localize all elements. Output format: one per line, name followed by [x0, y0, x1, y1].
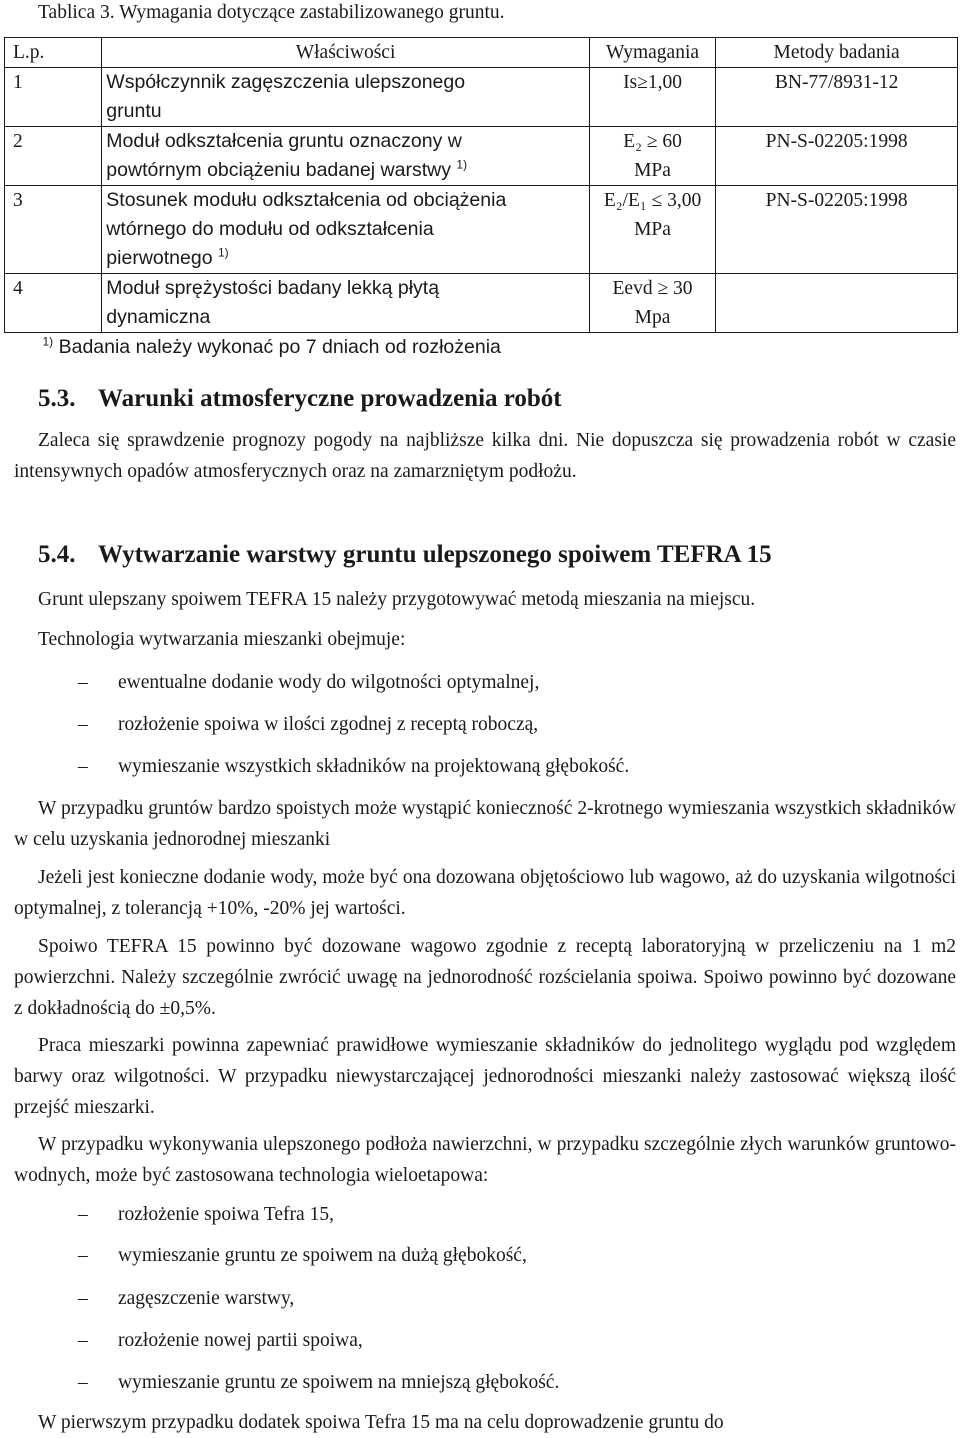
section-number: 5.3.	[38, 385, 76, 412]
dash-bullet: –	[78, 1372, 88, 1393]
list-item-text: wymieszanie gruntu ze spoiwem na dużą głębokość,	[118, 1245, 527, 1266]
table-row	[5, 127, 958, 186]
paragraph: W przypadku wykonywania ulepszonego podłoża nawierzchni, w przypadku szczególnie złych warunków gruntowo-wodnych, może być zastosowana technologia wieloetapowa:	[14, 1134, 956, 1186]
paragraph: Spoiwo TEFRA 15 powinno być dozowane wagowo zgodnie z receptą laboratoryjną w przeliczeniu na 1 m2 powierzchni. Należy szczególnie zwrócić uwagę na jednorodność rozścielania spoiwa. Spoiwo powinno być dozowane z dokładnością do ±0,5%.	[14, 936, 956, 1019]
paragraph: Zaleca się sprawdzenie prognozy pogody na najbliższe kilka dni. Nie dopuszcza się prowadzenia robót w czasie intensywnych opadów atmosferycznych oraz na zamarzniętym podłożu.	[14, 430, 956, 482]
row-number: 4	[5, 274, 102, 333]
list-item-text: ewentualne dodanie wody do wilgotności optymalnej,	[118, 672, 540, 693]
dash-bullet: –	[78, 1288, 88, 1309]
row-number: 3	[5, 186, 102, 274]
requirement-value: Eevd ≥ 30	[612, 278, 693, 299]
row-number: 2	[5, 127, 102, 186]
header-properties: Właściwości	[102, 38, 590, 68]
property-line: gruntu	[106, 100, 162, 122]
list-item	[78, 668, 539, 698]
list-item	[78, 1368, 559, 1398]
dash-bullet: –	[78, 714, 88, 735]
row-method: PN-S-02205:1998	[716, 127, 958, 186]
section-number: 5.4.	[38, 541, 76, 568]
row-number: 1	[5, 68, 102, 127]
property-line	[106, 156, 585, 185]
list-item-text: wymieszanie wszystkich składników na projektowaną głębokość.	[118, 756, 630, 777]
paragraph: W pierwszym przypadku dodatek spoiwa Tefra 15 ma na celu doprowadzenie gruntu do	[38, 1412, 724, 1433]
paragraph: W przypadku gruntów bardzo spoistych może wystąpić konieczność 2-krotnego wymieszania wszystkich składników w celu uzyskania jednorodnej mieszanki	[14, 798, 956, 850]
requirement-value: E₂ ≥ 60	[623, 131, 682, 152]
property-line: Stosunek modułu odkształcenia od obciążenia	[106, 189, 507, 211]
table-row	[5, 68, 958, 127]
requirements-table	[4, 37, 958, 362]
property-line: wtórnego do modułu od odkształcenia	[106, 218, 434, 240]
section-title: Warunki atmosferyczne prowadzenia robót	[98, 385, 562, 412]
row-method	[716, 274, 958, 333]
row-requirement	[589, 274, 715, 333]
table-caption: Tablica 3. Wymagania dotyczące zastabilizowanego gruntu.	[38, 2, 505, 23]
dash-bullet: –	[78, 672, 88, 693]
section-heading-5-4	[38, 539, 772, 571]
paragraph: Praca mieszarki powinna zapewniać prawidłowe wymieszanie składników do jednolitego wyglądu pod względem barwy oraz wilgotności. W przypadku niewystarczającej jednorodności mieszanki należy zastosować większą ilość przejść mieszarki.	[14, 1035, 956, 1118]
paragraph: Jeżeli jest konieczne dodanie wody, może być ona dozowana objętościowo lub wagowo, aż do uzyskania wilgotności optymalnej, z tolerancją +10%, -20% jej wartości.	[14, 867, 956, 919]
list-item	[78, 1200, 334, 1230]
requirement-value: Is≥1,00	[623, 72, 682, 93]
property-line	[106, 244, 585, 273]
row-requirement	[589, 186, 715, 274]
requirement-unit: Mpa	[634, 307, 671, 328]
property-text: powtórnym obciążeniu badanej warstwy	[106, 159, 451, 181]
header-lp: L.p.	[5, 38, 102, 68]
header-requirements: Wymagania	[589, 38, 715, 68]
section-title: Wytwarzanie warstwy gruntu ulepszonego spoiwem TEFRA 15	[98, 541, 772, 568]
property-text: pierwotnego	[106, 247, 213, 269]
list-item	[78, 1284, 294, 1314]
row-method: BN-77/8931-12	[716, 68, 958, 127]
requirement-value: E₂/E₁ ≤ 3,00	[603, 190, 702, 211]
row-property	[102, 186, 590, 274]
row-property	[102, 274, 590, 333]
dash-bullet: –	[78, 1330, 88, 1351]
paragraph: Grunt ulepszany spoiwem TEFRA 15 należy przygotowywać metodą mieszania na miejscu.	[38, 589, 756, 610]
property-line: Współczynnik zagęszczenia ulepszonego	[106, 71, 466, 93]
list-item-text: zagęszczenie warstwy,	[118, 1288, 295, 1309]
requirement-unit: MPa	[634, 160, 671, 181]
table-footnote-row	[5, 333, 958, 363]
list-item-text: wymieszanie gruntu ze spoiwem na mniejszą głębokość.	[118, 1372, 560, 1393]
footnote-mark: 1)	[42, 334, 54, 349]
list-item	[78, 1326, 363, 1356]
row-property	[102, 68, 590, 127]
property-line: dynamiczna	[106, 306, 211, 328]
table-row	[5, 274, 958, 333]
dash-bullet: –	[78, 1245, 88, 1266]
list-item-text: rozłożenie nowej partii spoiwa,	[118, 1330, 363, 1351]
row-method: PN-S-02205:1998	[716, 186, 958, 274]
row-requirement	[589, 68, 715, 127]
section-heading-5-3	[38, 383, 562, 415]
table-row	[5, 186, 958, 274]
header-methods: Metody badania	[716, 38, 958, 68]
property-line: Moduł odkształcenia gruntu oznaczony w	[106, 130, 462, 152]
property-line: Moduł sprężystości badany lekką płytą	[106, 277, 440, 299]
table-footnote	[5, 333, 958, 363]
footnote-ref: 1)	[456, 157, 468, 172]
list-item	[78, 1241, 527, 1271]
footnote-text: Badania należy wykonać po 7 dniach od rozłożenia	[58, 336, 501, 358]
dash-bullet: –	[78, 1204, 88, 1225]
footnote-ref: 1)	[217, 245, 229, 260]
row-requirement	[589, 127, 715, 186]
list-item-text: rozłożenie spoiwa w ilości zgodnej z receptą roboczą,	[118, 714, 539, 735]
requirement-unit: MPa	[634, 219, 671, 240]
list-item-text: rozłożenie spoiwa Tefra 15,	[118, 1204, 334, 1225]
dash-bullet: –	[78, 756, 88, 777]
list-item	[78, 752, 629, 782]
table-header-row	[5, 38, 958, 68]
list-item	[78, 710, 538, 740]
paragraph: Technologia wytwarzania mieszanki obejmuje:	[38, 629, 406, 650]
row-property	[102, 127, 590, 186]
